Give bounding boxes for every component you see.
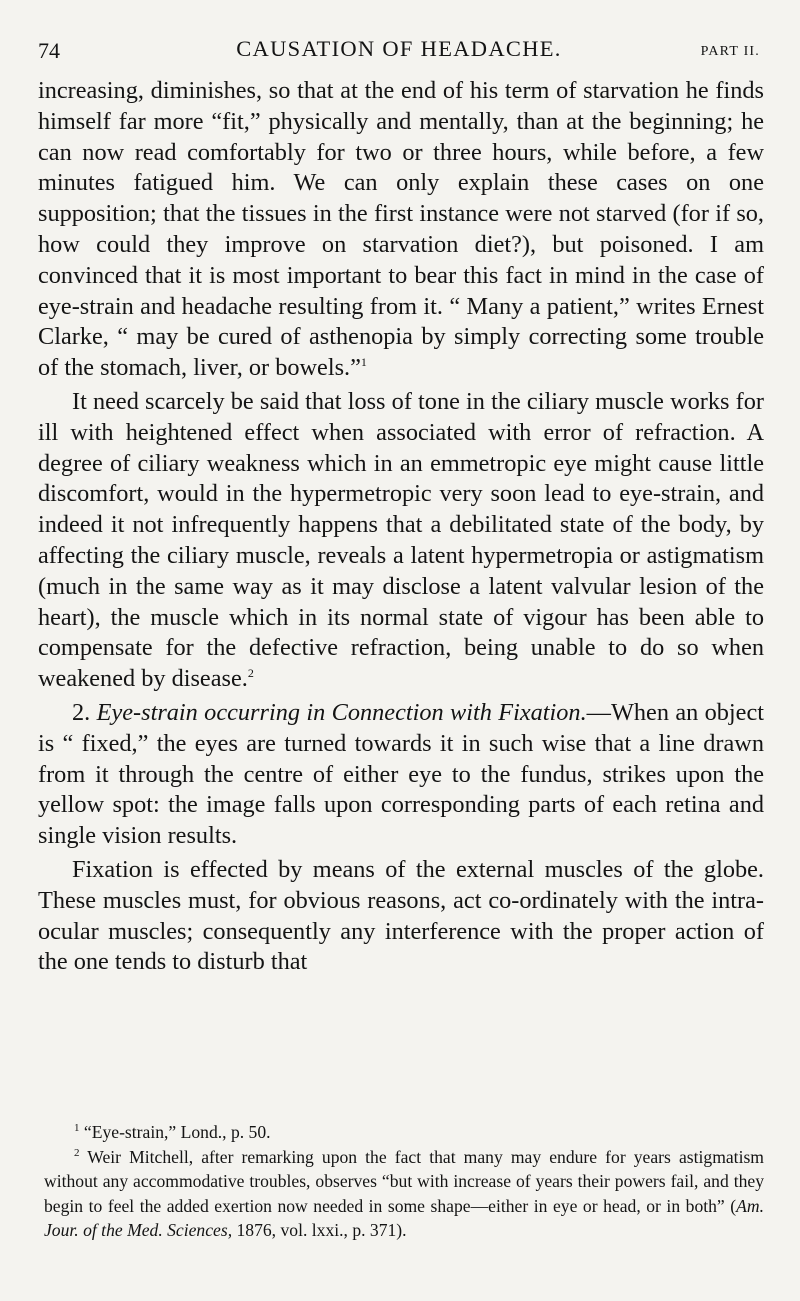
paragraph-continuation <box>38 76 764 384</box>
body-text <box>38 76 764 978</box>
footnotes <box>44 1120 764 1243</box>
running-head <box>38 36 760 70</box>
footnote-ref-1: 1 <box>360 355 367 370</box>
paragraph-text: —When an object is “ fixed,” the eyes are turned towards it in such wise that a line drawn from it through the centre of either eye to the fundus, strikes upon the yellow spot: the image falls upon corresponding parts of each retina and single vision results. <box>38 698 764 850</box>
footnote-text: “Eye-strain,” Lond., p. 50. <box>83 1122 271 1142</box>
section-heading: Eye-strain occurring in Connection with Fixation. <box>96 698 587 726</box>
paragraph-fixation-section <box>38 698 764 852</box>
footnote-marker: 2 <box>74 1146 80 1159</box>
paragraph-text: It need scarcely be said that loss of tone in the ciliary muscle works for ill with heightened effect when associated with error of refraction. A degree of ciliary weakness which in an emmetropic eye might cause little discomfort, would in the hypermetropic very soon lead to eye-strain, and indeed it not infrequently happens that a debilitated state of the body, by affecting the ciliary muscle, reveals a latent hypermetropia or astigmatism (much in the same way as it may disclose a latent valvular lesion of the heart), the muscle which in its normal state of vigour has been able to compensate for the defective refraction, being unable to do so when weakened by disease. <box>38 387 764 693</box>
section-number: 2. <box>72 698 91 726</box>
paragraph-fixation-muscles <box>38 855 764 978</box>
paragraph-text: Fixation is effected by means of the external muscles of the globe. These muscles must, for obvious reasons, act co-ordinately with the intra-ocular muscles; consequently any interference with the proper action of the one tends to disturb that <box>38 855 764 976</box>
footnote-text: Weir Mitchell, after remarking upon the fact that many may endure for years astigmatism without any accommodative troubles, observes “but with increase of years their powers fail, and they begin to feel the added exertion now needed in some shape—either in eye or head, or in both” <box>44 1146 764 1216</box>
citation-details: 1876, vol. lxxi., p. 371). <box>232 1220 407 1240</box>
citation-open: ( <box>730 1195 737 1216</box>
running-title: CAUSATION OF HEADACHE. <box>236 36 562 61</box>
footnote-1 <box>44 1120 764 1145</box>
footnote-marker: 1 <box>74 1122 80 1135</box>
citation-journal: Am. Jour. of the Med. Sciences, <box>44 1195 764 1240</box>
part-label: PART II. <box>700 44 760 59</box>
page-number: 74 <box>38 38 60 63</box>
footnote-ref-2: 2 <box>247 666 254 681</box>
paragraph-text: increasing, diminishes, so that at the end of his term of starvation he finds himself far more “fit,” physically and mentally, than at the beginning; he can now read comfortably for two or three hours, while before, a few minutes fatigued him. We can only explain these cases on one supposition; that the tissues in the first instance were not starved (for if so, how could they improve on starvation diet?), but poisoned. I am convinced that it is most important to bear this fact in mind in the case of eye-strain and headache resulting from it. “ Many a patient,” writes Ernest Clarke, “ may be cured of asthenopia by simply correcting some trouble of the stomach, liver, or bowels.” <box>38 77 764 382</box>
footnote-2 <box>44 1145 764 1243</box>
paragraph-ciliary-tone <box>38 387 764 695</box>
